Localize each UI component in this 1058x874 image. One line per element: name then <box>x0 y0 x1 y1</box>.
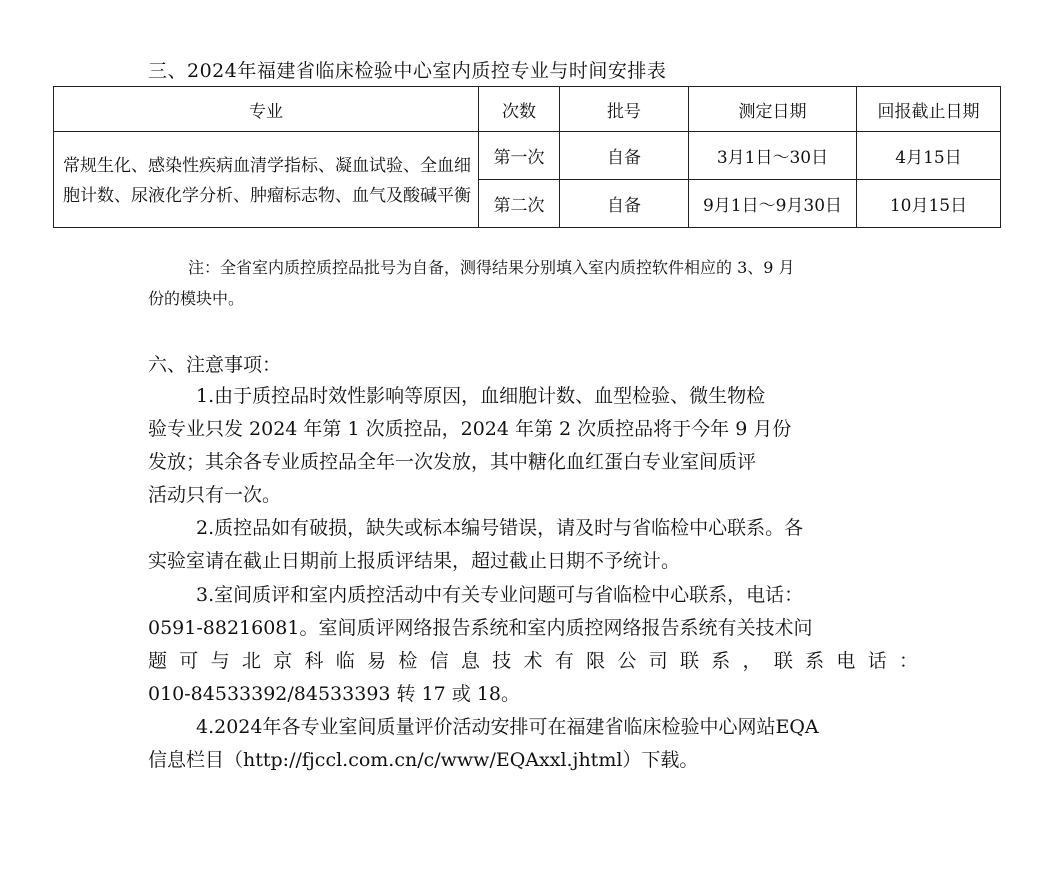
paragraph-line <box>148 711 918 744</box>
table-header-row <box>54 87 1001 132</box>
note-line <box>148 252 918 283</box>
paragraph-line <box>148 380 918 413</box>
item-3-line-3: 题可与北京科临易检信息技术有限公司联系，联系电话： <box>148 650 918 672</box>
deadline-cell: 10月15日 <box>857 180 1001 228</box>
item-1-line-4: 活动只有一次。 <box>148 484 282 506</box>
notice-item-4 <box>148 711 918 777</box>
item-1-line-3: 发放；其余各专业质控品全年一次发放，其中糖化血红蛋白专业室间质评 <box>148 451 757 473</box>
test-date-cell: 3月1日～30日 <box>689 132 857 180</box>
section-6-title: 六、注意事项： <box>148 354 282 376</box>
test-date-cell: 9月1日～9月30日 <box>689 180 857 228</box>
schedule-table <box>53 86 1001 228</box>
header-major: 专业 <box>54 87 479 132</box>
paragraph-line <box>148 512 918 545</box>
item-4-line-2: 信息栏目（http://fjccl.com.cn/c/www/EQAxxl.jhtml）下载。 <box>148 749 699 771</box>
note-line-2: 份的模块中。 <box>148 289 245 308</box>
paragraph-line <box>148 579 918 612</box>
item-2-line-2: 实验室请在截止日期前上报质评结果，超过截止日期不予统计。 <box>148 550 681 572</box>
notice-item-2 <box>148 512 918 578</box>
item-4-line-1: 4.2024年各专业室间质量评价活动安排可在福建省临床检验中心网站EQA <box>196 716 819 738</box>
batch-cell: 自备 <box>560 180 689 228</box>
notice-item-1 <box>148 380 918 512</box>
note-line-1: 注：全省室内质控质控品批号为自备，测得结果分别填入室内质控软件相应的 3、9 月 <box>188 258 795 277</box>
header-deadline: 回报截止日期 <box>857 87 1001 132</box>
count-cell: 第一次 <box>479 132 560 180</box>
batch-cell: 自备 <box>560 132 689 180</box>
header-count: 次数 <box>479 87 560 132</box>
item-3-line-1: 3.室间质评和室内质控活动中有关专业问题可与省临检中心联系，电话： <box>196 584 804 606</box>
item-3-line-2: 0591-88216081。室间质评网络报告系统和室内质控网络报告系统有关技术问 <box>148 617 813 639</box>
item-2-line-1: 2.质控品如有破损，缺失或标本编号错误，请及时与省临检中心联系。各 <box>196 517 804 539</box>
table-row <box>54 132 1001 180</box>
header-test-date: 测定日期 <box>689 87 857 132</box>
item-1-line-2: 验专业只发 2024 年第 1 次质控品，2024 年第 2 次质控品将于今年 9 月份 <box>148 418 792 440</box>
header-batch: 批号 <box>560 87 689 132</box>
notice-item-3 <box>148 579 918 711</box>
table-note <box>148 252 918 314</box>
major-cell: 常规生化、感染性疾病血清学指标、凝血试验、全血细胞计数、尿液化学分析、肿瘤标志物、血气及酸碱平衡 <box>54 132 479 228</box>
deadline-cell: 4月15日 <box>857 132 1001 180</box>
item-3-line-4: 010-84533392/84533393 转 17 或 18。 <box>148 683 521 705</box>
item-1-line-1: 1.由于质控品时效性影响等原因，血细胞计数、血型检验、微生物检 <box>196 385 766 407</box>
count-cell: 第二次 <box>479 180 560 228</box>
section-3-title: 三、2024年福建省临床检验中心室内质控专业与时间安排表 <box>148 60 667 82</box>
